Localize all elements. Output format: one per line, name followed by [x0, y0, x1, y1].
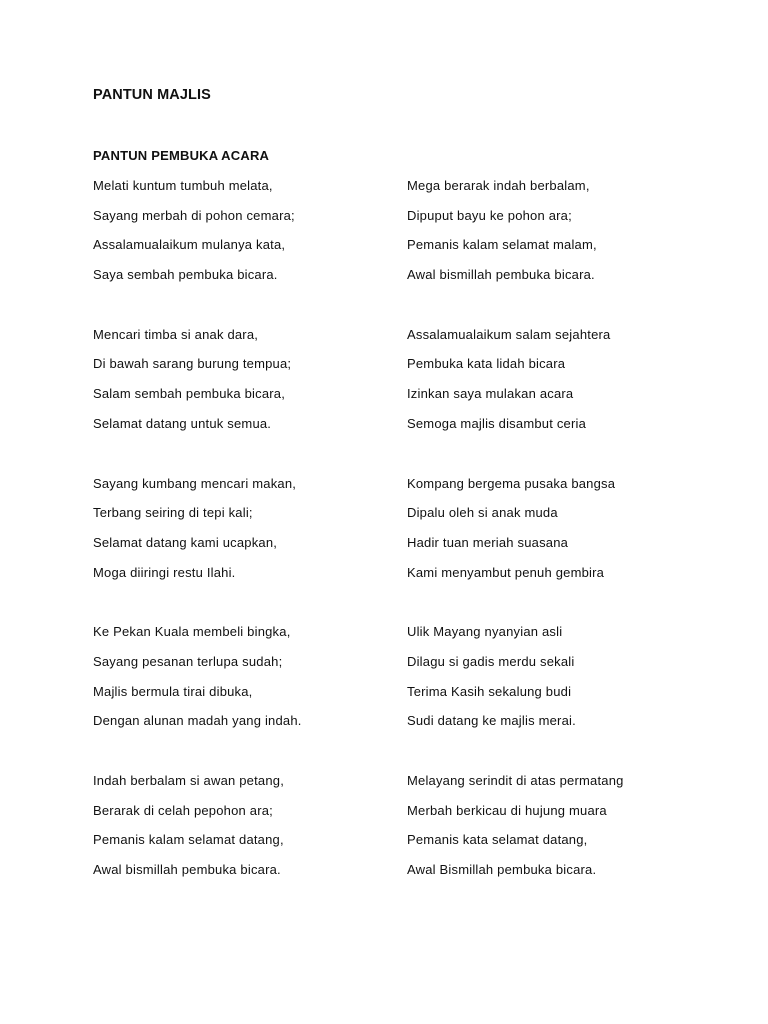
- pantun-line: Dipuput bayu ke pohon ara;: [407, 207, 572, 223]
- pantun-line: Assalamualaikum mulanya kata,: [93, 237, 286, 253]
- pantun-stanza: [407, 622, 707, 741]
- pantun-line: Ulik Mayang nyanyian asli: [407, 624, 563, 640]
- pantun-line: Kami menyambut penuh gembira: [407, 564, 605, 580]
- pantun-line: Selamat datang kami ucapkan,: [93, 534, 278, 550]
- pantun-line: Dilagu si gadis merdu sekali: [407, 653, 575, 669]
- pantun-line: Melayang serindit di atas permatang: [407, 773, 624, 788]
- pantun-stanza: [407, 176, 707, 295]
- pantun-stanza: [93, 176, 393, 295]
- pantun-line: Merbah berkicau di hujung muara: [407, 802, 607, 818]
- pantun-line: Terima Kasih sekalung budi: [407, 683, 572, 699]
- pantun-line: Semoga majlis disambut ceria: [407, 415, 587, 431]
- pantun-line: Izinkan saya mulakan acara: [407, 386, 574, 402]
- pantun-stanza: [407, 771, 707, 890]
- right-column: [407, 176, 707, 920]
- pantun-line: Dipalu oleh si anak muda: [407, 505, 558, 521]
- pantun-line: Pemanis kata selamat datang,: [407, 832, 588, 848]
- section-heading: PANTUN PEMBUKA ACARA: [93, 148, 270, 163]
- pantun-line: Di bawah sarang burung tempua;: [93, 356, 292, 372]
- pantun-line: Pembuka kata lidah bicara: [407, 356, 566, 372]
- pantun-line: Pemanis kalam selamat malam,: [407, 237, 597, 253]
- document-title: PANTUN MAJLIS: [93, 87, 211, 103]
- pantun-line: Sudi datang ke majlis merai.: [407, 713, 576, 729]
- pantun-stanza: [407, 474, 707, 593]
- pantun-line: Salam sembah pembuka bicara,: [93, 386, 286, 402]
- pantun-line: Assalamualaikum salam sejahtera: [407, 326, 611, 342]
- pantun-line: Berarak di celah pepohon ara;: [93, 802, 273, 818]
- pantun-line: Sayang merbah di pohon cemara;: [93, 207, 295, 223]
- pantun-line: Terbang seiring di tepi kali;: [93, 505, 253, 521]
- pantun-line: Sayang pesanan terlupa sudah;: [93, 653, 283, 669]
- pantun-line: Sayang kumbang mencari makan,: [93, 475, 297, 491]
- pantun-line: Indah berbalam si awan petang,: [93, 773, 285, 788]
- pantun-stanza: [93, 325, 393, 444]
- pantun-line: Awal bismillah pembuka bicara.: [93, 862, 281, 878]
- pantun-line: Awal bismillah pembuka bicara.: [407, 267, 595, 283]
- pantun-line: Hadir tuan meriah suasana: [407, 534, 569, 550]
- pantun-line: Moga diiringi restu Ilahi.: [93, 564, 236, 580]
- pantun-line: Melati kuntum tumbuh melata,: [93, 178, 273, 193]
- pantun-stanza: [93, 771, 393, 890]
- pantun-line: Saya sembah pembuka bicara.: [93, 267, 278, 283]
- pantun-stanza: [93, 622, 393, 741]
- pantun-line: Pemanis kalam selamat datang,: [93, 832, 284, 848]
- pantun-line: Selamat datang untuk semua.: [93, 415, 272, 431]
- pantun-line: Ke Pekan Kuala membeli bingka,: [93, 624, 291, 640]
- pantun-line: Majlis bermula tirai dibuka,: [93, 683, 253, 699]
- pantun-stanza: [407, 325, 707, 444]
- pantun-line: Dengan alunan madah yang indah.: [93, 713, 302, 729]
- pantun-line: Mencari timba si anak dara,: [93, 326, 259, 342]
- pantun-line: Mega berarak indah berbalam,: [407, 178, 590, 193]
- pantun-stanza: [93, 474, 393, 593]
- left-column: [93, 176, 393, 920]
- pantun-line: Kompang bergema pusaka bangsa: [407, 475, 616, 491]
- pantun-line: Awal Bismillah pembuka bicara.: [407, 862, 597, 878]
